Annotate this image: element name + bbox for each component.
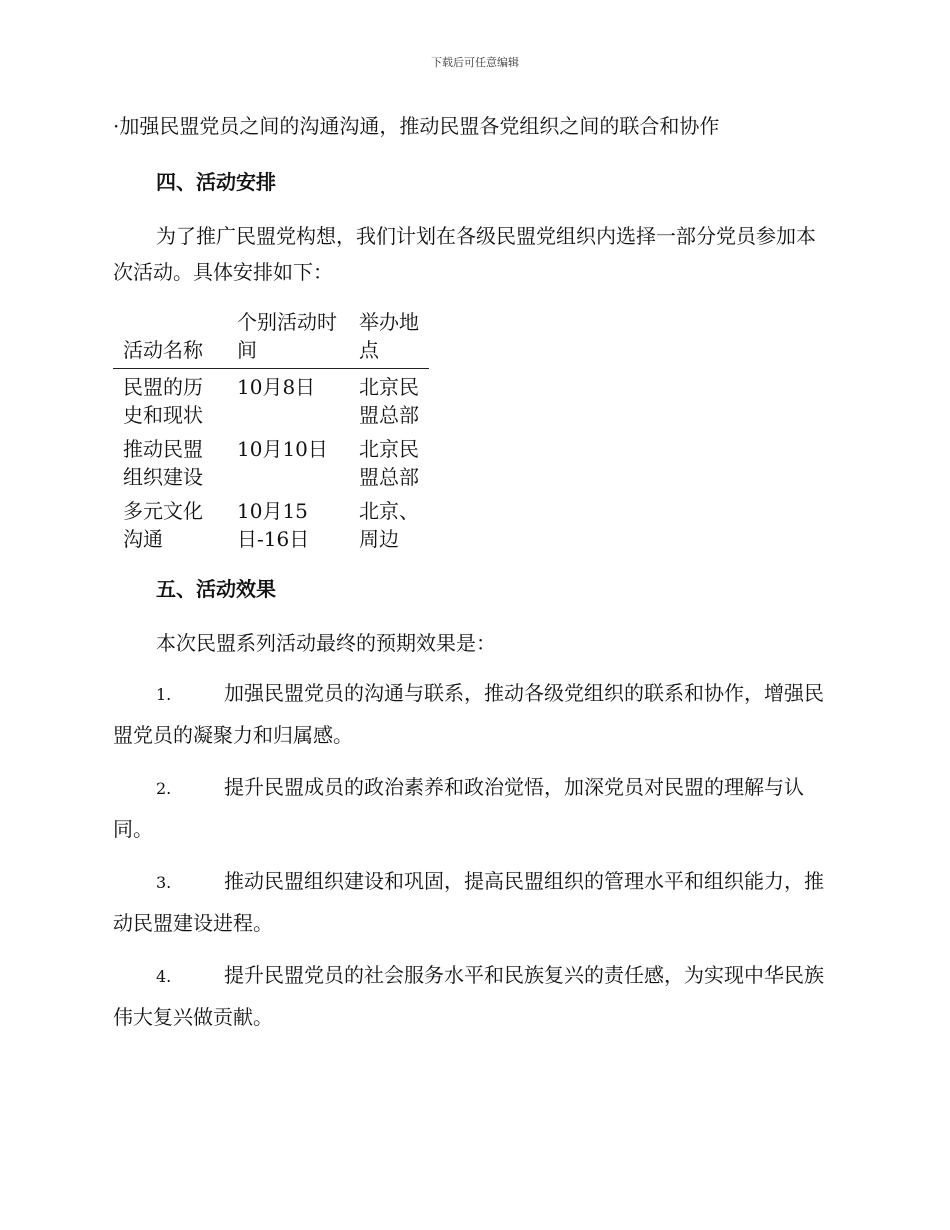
page-header: 下载后可任意编辑 [431, 56, 519, 69]
list-item-text: 推动民盟组织建设和巩固，提高民盟组织的管理水平和组织能力，推动民盟建设进程。 [113, 869, 824, 935]
table-cell: 北京民盟总部 [359, 375, 419, 427]
table-cell: 推动民盟组织建设 [123, 437, 203, 489]
list-item-number: 3. [156, 873, 172, 892]
bullet-paragraph [113, 110, 833, 142]
table-cell: 北京民盟总部 [359, 437, 419, 489]
list-item [113, 673, 833, 755]
bullet-marker: · [113, 114, 120, 138]
list-item-number: 1. [156, 685, 172, 704]
bullet-text: 加强民盟党员之间的沟通沟通，推动民盟各党组织之间的联合和协作 [119, 114, 720, 138]
table-row [113, 369, 429, 436]
document-body [113, 110, 833, 1037]
schedule-intro-paragraph: 为了推广民盟党构想，我们计划在各级民盟党组织内选择一部分党员参加本次活动。具体安排如下： [113, 224, 816, 284]
table-cell: 10月10日 [237, 437, 328, 461]
table-cell: 10月8日 [237, 375, 316, 399]
effects-intro-paragraph: 本次民盟系列活动最终的预期效果是： [156, 631, 496, 655]
table-cell: 民盟的历史和现状 [123, 375, 203, 427]
section-heading-effects: 五、活动效果 [156, 577, 276, 601]
list-item-text: 提升民盟成员的政治素养和政治觉悟，加深党员对民盟的理解与认同。 [113, 775, 804, 841]
table-header-row [113, 308, 429, 369]
list-item-number: 4. [156, 967, 172, 986]
schedule-table [113, 308, 429, 559]
table-cell: 多元文化沟通 [123, 499, 203, 551]
table-row [113, 497, 429, 559]
column-header-location: 举办地点 [349, 308, 429, 369]
list-item [113, 861, 833, 943]
table-row [113, 435, 429, 497]
column-header-activity-name: 活动名称 [113, 308, 227, 369]
section-heading-schedule: 四、活动安排 [156, 170, 276, 194]
list-item-number: 2. [156, 779, 172, 798]
table-cell: 10月15日-16日 [237, 499, 310, 551]
table-cell: 北京、周边 [359, 499, 419, 551]
list-item [113, 955, 833, 1037]
list-item-text: 提升民盟党员的社会服务水平和民族复兴的责任感，为实现中华民族伟大复兴做贡献。 [113, 963, 824, 1029]
column-header-activity-time: 个别活动时间 [227, 308, 349, 369]
list-item-text: 加强民盟党员的沟通与联系，推动各级党组织的联系和协作，增强民盟党员的凝聚力和归属感。 [113, 681, 824, 747]
list-item [113, 767, 833, 849]
